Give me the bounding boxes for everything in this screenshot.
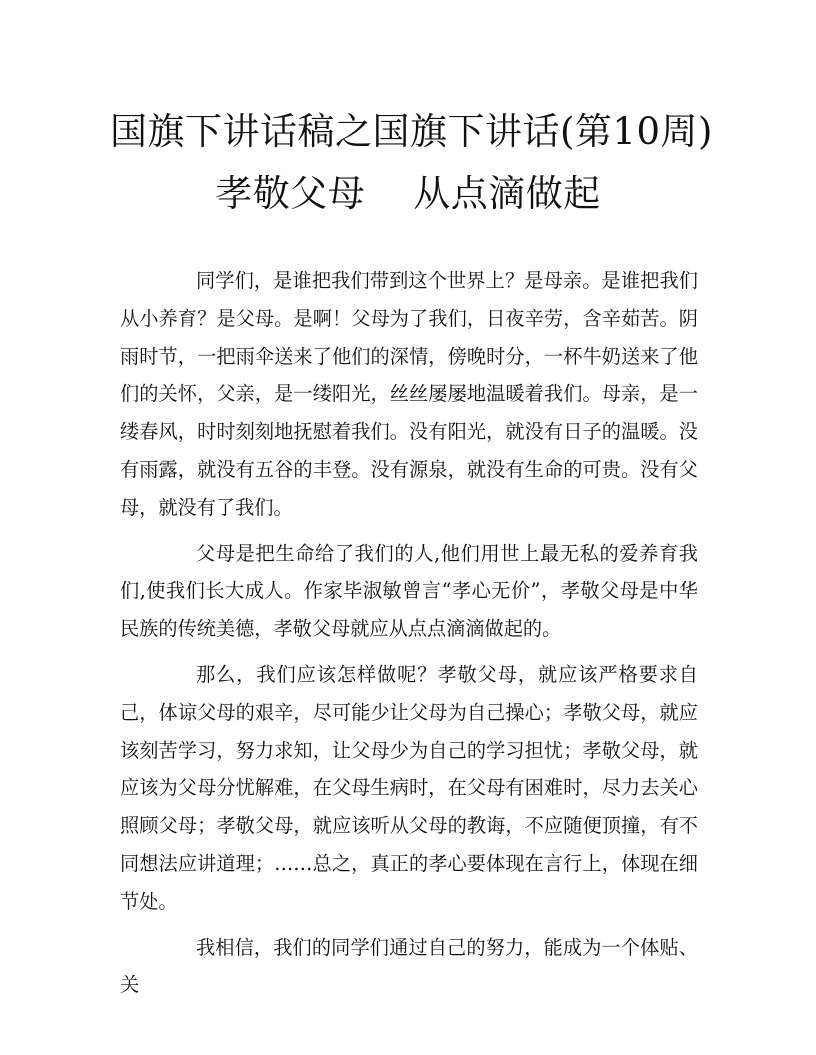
title-text: 国旗下讲话稿之国旗下讲话(第10周) [110,110,713,153]
paragraph: 我相信，我们的同学们通过自己的努力，能成为一个体贴、关 [120,935,698,997]
subtitle-part-2: 从点滴做起 [413,172,601,215]
paragraph: 那么，我们应该怎样做呢？孝敬父母，就应该严格要求自己，体谅父母的艰辛，尽可能少让父母为自己操心；孝敬父母，就应该刻苦学习，努力求知，让父母少为自己的学习担忧；孝敬父母，就应该为父母分忧解难，在父母生病时，在父母有困难时，尽力去关心照顾父母；孝敬父母，就应该听从父母的教诲，不应随便顶撞，有不同想法应讲道理；……总之，真正的孝心要体现在言行上，体现在细节处。 [120,662,698,913]
title-line-2 [110,172,706,216]
document-body [120,262,698,1004]
paragraph: 父母是把生命给了我们的人,他们用世上最无私的爱养育我们,使我们长大成人。作家毕淑敏曾言“孝心无价”，孝敬父母是中华民族的传统美德，孝敬父母就应从点点滴滴做起的。 [120,541,698,641]
title-line-1 [110,110,713,154]
paragraph: 同学们，是谁把我们带到这个世界上？是母亲。是谁把我们从小养育？是父母。是啊！父母为了我们，日夜辛劳，含辛茹苦。阴雨时节，一把雨伞送来了他们的深情，傍晚时分，一杯牛奶送来了他们的关怀，父亲，是一缕阳光，丝丝屡屡地温暖着我们。母亲，是一缕春风，时时刻刻地抚慰着我们。没有阳光，就没有日子的温暖。没有雨露，就没有五谷的丰登。没有源泉，就没有生命的可贵。没有父母，就没有了我们。 [120,269,698,519]
subtitle-part-1: 孝敬父母 [215,172,366,215]
